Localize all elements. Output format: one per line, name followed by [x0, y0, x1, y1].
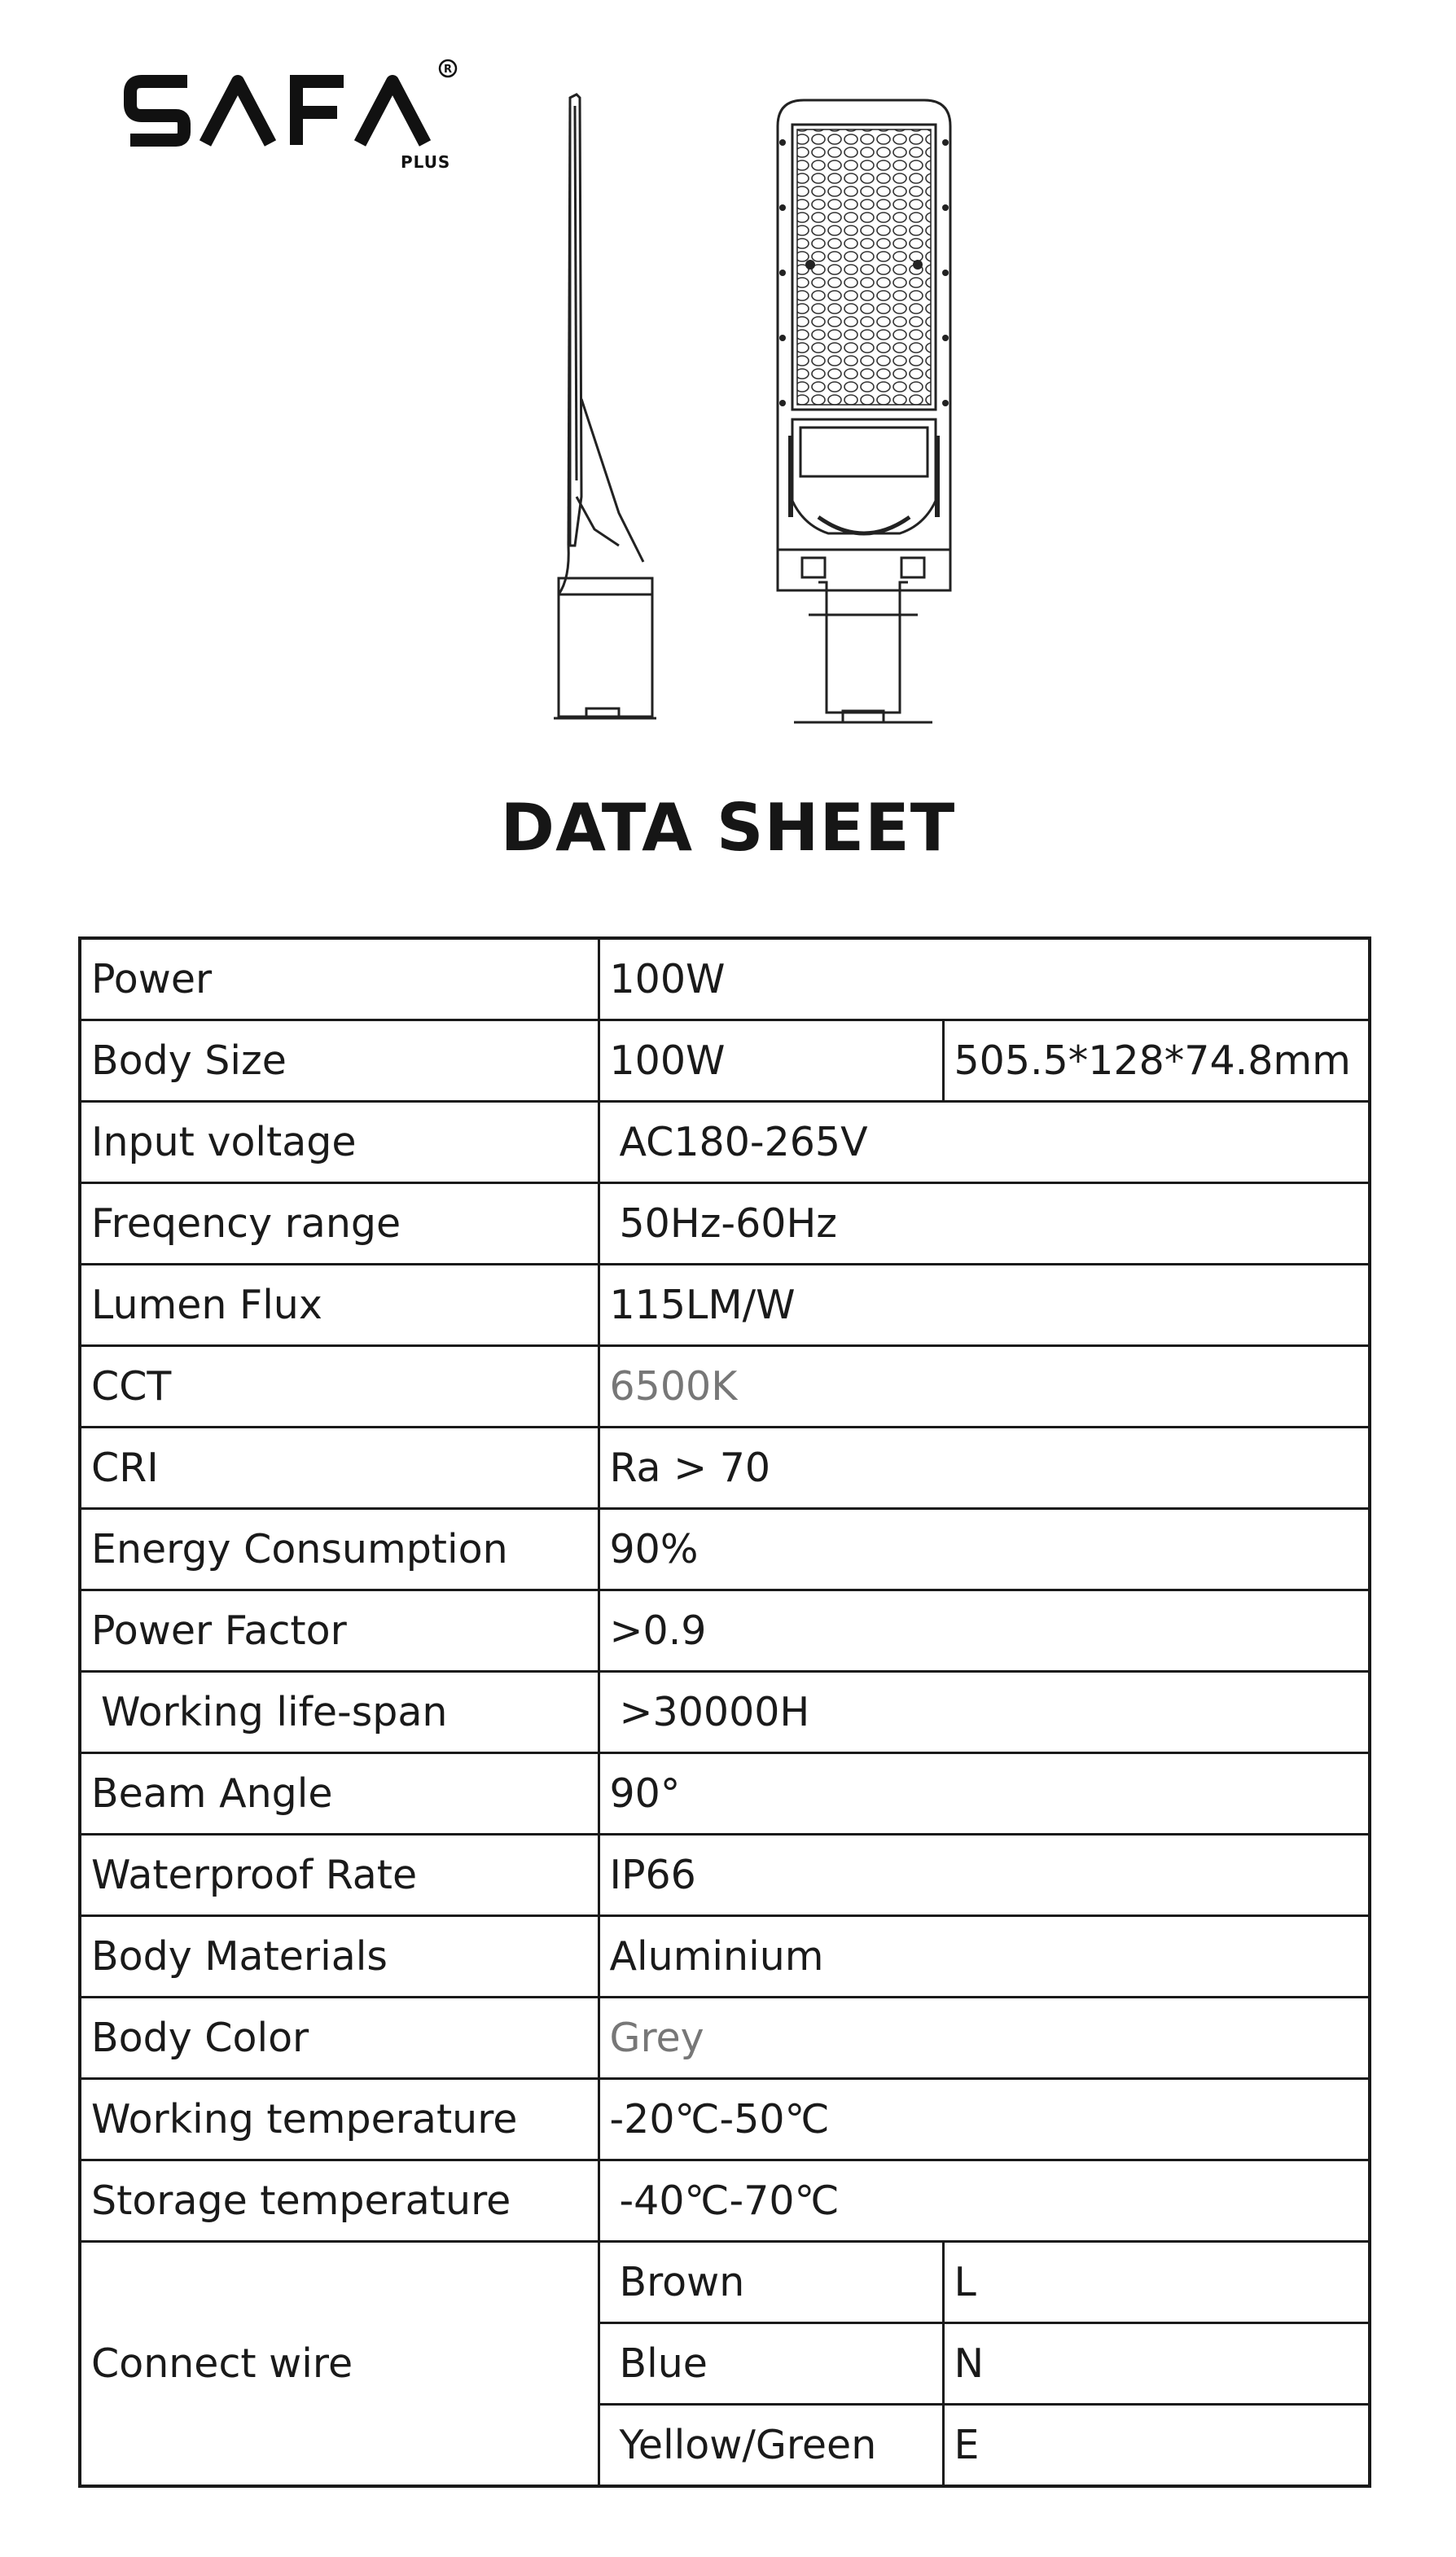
spec-label: CRI — [80, 1428, 599, 1509]
spec-label: Storage temperature — [80, 2160, 599, 2242]
page-title: DATA SHEET — [500, 790, 956, 866]
spec-value: AC180-265V — [599, 1102, 1370, 1183]
spec-label: Working life-span — [80, 1672, 599, 1753]
spec-value: 115LM/W — [599, 1265, 1370, 1346]
spec-row-waterproof-rate — [80, 1835, 1370, 1916]
spec-row-beam-angle — [80, 1753, 1370, 1835]
spec-value: Grey — [599, 1998, 1370, 2079]
side-view-drawing — [537, 90, 668, 733]
wire-code: N — [943, 2323, 1370, 2405]
spec-value: 90% — [599, 1509, 1370, 1590]
spec-label: Body Color — [80, 1998, 599, 2079]
spec-label: CCT — [80, 1346, 599, 1428]
spec-value: -40℃-70℃ — [599, 2160, 1370, 2242]
wire-color: Blue — [599, 2323, 943, 2405]
front-view-drawing — [761, 94, 965, 733]
spec-value: Aluminium — [599, 1916, 1370, 1998]
connect-wire-label: Connect wire — [80, 2242, 599, 2487]
spec-row-input-voltage — [80, 1102, 1370, 1183]
spec-value: 100W — [599, 1020, 943, 1102]
svg-text:PLUS: PLUS — [401, 152, 451, 172]
spec-row-working-life-span — [80, 1672, 1370, 1753]
spec-label: Energy Consumption — [80, 1509, 599, 1590]
spec-row-connect-wire-brown — [80, 2242, 1370, 2323]
spec-label: Body Materials — [80, 1916, 599, 1998]
spec-value: >30000H — [599, 1672, 1370, 1753]
spec-value: 100W — [599, 938, 1370, 1020]
street-light-front-view — [761, 94, 965, 733]
spec-label: Working temperature — [80, 2079, 599, 2160]
svg-text:R: R — [443, 64, 453, 76]
spec-value: 50Hz-60Hz — [599, 1183, 1370, 1265]
spec-label: Input voltage — [80, 1102, 599, 1183]
spec-label: Power — [80, 938, 599, 1020]
spec-value: Ra > 70 — [599, 1428, 1370, 1509]
spec-row-cct — [80, 1346, 1370, 1428]
spec-value: >0.9 — [599, 1590, 1370, 1672]
spec-label: Body Size — [80, 1020, 599, 1102]
spec-value: -20℃-50℃ — [599, 2079, 1370, 2160]
spec-label: Beam Angle — [80, 1753, 599, 1835]
spec-row-body-size — [80, 1020, 1370, 1102]
spec-label: Freqency range — [80, 1183, 599, 1265]
spec-row-storage-temperature — [80, 2160, 1370, 2242]
spec-row-body-color — [80, 1998, 1370, 2079]
spec-table — [78, 936, 1371, 2488]
spec-row-working-temperature — [80, 2079, 1370, 2160]
wire-color: Yellow/Green — [599, 2405, 943, 2487]
wire-code: E — [943, 2405, 1370, 2487]
spec-row-lumen-flux — [80, 1265, 1370, 1346]
spec-value-dimensions: 505.5*128*74.8mm — [943, 1020, 1370, 1102]
spec-value: IP66 — [599, 1835, 1370, 1916]
wire-color: Brown — [599, 2242, 943, 2323]
spec-label: Lumen Flux — [80, 1265, 599, 1346]
brand-logo — [124, 57, 474, 179]
spec-row-frequency-range — [80, 1183, 1370, 1265]
spec-row-power — [80, 938, 1370, 1020]
spec-label: Waterproof Rate — [80, 1835, 599, 1916]
spec-row-power-factor — [80, 1590, 1370, 1672]
spec-value: 90° — [599, 1753, 1370, 1835]
spec-row-body-materials — [80, 1916, 1370, 1998]
spec-row-energy-consumption — [80, 1509, 1370, 1590]
wire-code: L — [943, 2242, 1370, 2323]
spec-value: 6500K — [599, 1346, 1370, 1428]
spec-row-cri — [80, 1428, 1370, 1509]
street-light-side-view — [537, 90, 668, 733]
safa-logo-graphic — [124, 57, 474, 179]
spec-label: Power Factor — [80, 1590, 599, 1672]
